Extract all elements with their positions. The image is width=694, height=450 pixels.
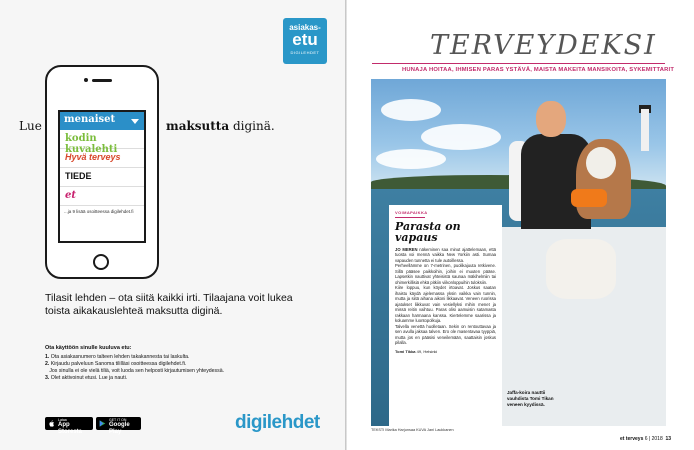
dropdown-selected: menaiset	[64, 114, 116, 125]
steps-title: Ota käyttöön sinulle kuuluva etu:	[45, 345, 132, 351]
magazine-item-et[interactable]: et	[60, 187, 144, 206]
photo-caption: Jaffa-koira nauttii vauhdista Tomi Tikan veneen kyydissä.	[507, 390, 554, 407]
article-paragraph: JO MEREN näkeminen saa minut ajattelemaan, että tuosta voi mennä vaikka New Yorkiin asti. Sumaa vapauden tunnetta ei tule autoillessa.	[395, 246, 497, 263]
home-button-icon	[93, 254, 109, 270]
second-dog	[546, 239, 616, 299]
app-store-button[interactable]	[45, 417, 93, 435]
magazine-item-hyva-terveys[interactable]: Hyvä terveys	[60, 149, 144, 168]
step-item: 3. Olet aktivoinut etusi. Lue ja nauti.	[45, 375, 128, 381]
appstore-large-text: App Storesta	[58, 422, 83, 435]
step-item: 1. Ota asiakasnumero talteen lehden takakannesta tai laskulta.	[45, 354, 190, 360]
article-body	[395, 247, 496, 346]
maksutta-bold: maksutta	[166, 119, 230, 133]
title-divider	[372, 63, 665, 64]
badge-line3: DIGILEHDET	[290, 50, 320, 55]
promo-lead: Tilasit lehden – ota siitä kaikki irti. Tilaajana voit lukea toista aikakauslehteä maksutta diginä.	[45, 292, 293, 317]
article-kicker: VOIMAPAIKKA	[395, 210, 428, 215]
article-paragraph: Perheellämme on 7-metrinen, puolikajuuta retkivene. Sillä pääsee paikkoihin, joihin ei muuten pääse. Lapsetkin nauttivat yhteisistä saunaa mäkihelmiin tai ohimerkillisiä ehkä pitkiin viikonloppuihin tuloksiin.	[395, 263, 496, 285]
speaker-icon	[92, 79, 112, 82]
phone-screen	[58, 110, 146, 243]
appstore-small-text: Lataa	[58, 418, 67, 422]
page-footer: et terveys 6 | 2018 13	[620, 436, 672, 442]
google-play-icon	[99, 420, 106, 427]
lighthouse	[641, 109, 649, 151]
article-paragraph: Talvella venettä huolletaan. Sekin on rentouttavaa ja sen avulla jaksaa talven. Ero ole masentavaa tyyppiä, mutta jos en pääsisi veneilemään, saattaisin joskus pilalla.	[395, 323, 496, 346]
photo-cloud	[381, 99, 441, 121]
gplay-large-text: Google Play	[109, 422, 130, 435]
article-box	[389, 205, 502, 427]
chevron-down-icon	[131, 119, 139, 124]
dog-lifevest	[571, 189, 607, 207]
badge-line1: asiakas-	[289, 23, 321, 32]
article-signature: Tomi Tikka 49, Helsinki	[395, 348, 438, 354]
more-magazines-text: ...ja 9 lisää osoitteessa digilehdet.fi	[64, 209, 134, 214]
magazine-item-tiede[interactable]: TIEDE	[60, 168, 144, 187]
man-head	[536, 101, 566, 137]
section-subtitle: HUNAJA HOITAA, IHMISEN PARAS YSTÄVÄ, MAISTA MAKEITA MANSIKOITA, SYKEMITTARIT	[402, 67, 675, 73]
digilehdet-logo: digilehdet	[235, 412, 320, 433]
photo-credit: TEKSTI Marika Harjunsaa KUVA Jani Laukkanen	[371, 428, 454, 432]
step-item: 2. Kirjaudu palveluun Sanoma tililläsi osoitteessa digilehdet.fi.	[45, 361, 187, 367]
photo-cloud	[421, 124, 501, 150]
magazine-item-kodin[interactable]: kodin kuvalehti	[60, 130, 144, 149]
maksutta-rest: diginä.	[229, 119, 275, 133]
camera-icon	[84, 78, 88, 82]
article-paragraph: Kiire loppuu, kun köydet irtoavat. Joskus saatan ihaistu käydä ajelemassa yksin vaikka vain tunnin, mutta ja siitä aihana aikoni likkaavat. Veneen ruorissa ajatukset liikkuvat vain vesiellyksi mihin menet ja missä reitin vaihtuu. Paras olisi aamuisin satamasta rakkaan harmaana kanssa. Kiertelemme saarissa ja koluamme luontopolkuja.	[395, 285, 496, 324]
lue-text: Lue	[19, 119, 42, 133]
asiakasetu-badge	[283, 18, 327, 64]
phone-illustration	[45, 65, 159, 279]
photo-cloud	[376, 149, 446, 169]
magazine-dropdown[interactable]	[60, 112, 144, 130]
article-headline: Parasta on vapaus	[395, 219, 461, 244]
apple-icon	[48, 420, 55, 427]
step-item: Jos sinulla ei ole vielä tiliä, voit luoda sen helposti kirjautumisen yhteydessä.	[49, 368, 225, 374]
badge-line2: etu	[292, 30, 318, 49]
dog-face	[586, 147, 616, 179]
steps-list	[45, 354, 305, 382]
maksutta-text	[166, 119, 275, 133]
kicker-divider	[395, 217, 425, 218]
google-play-button[interactable]	[96, 417, 141, 435]
section-title: TERVEYDEKSI	[430, 30, 657, 61]
gplay-small-text: GET IT ON	[109, 418, 127, 422]
